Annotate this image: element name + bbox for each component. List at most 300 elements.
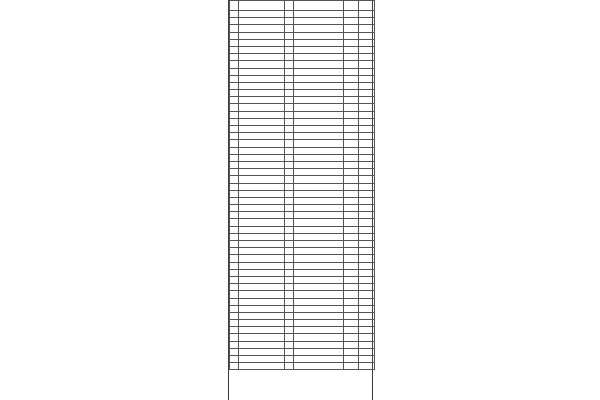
cell-no xyxy=(230,18,239,25)
cell-score1 xyxy=(344,82,359,89)
cell-score2 xyxy=(359,18,375,25)
cell-unit xyxy=(239,104,285,111)
cell-no xyxy=(230,126,239,133)
cell-code xyxy=(285,61,294,68)
cell-code xyxy=(285,11,294,18)
cell-unit xyxy=(239,291,285,298)
cell-unit xyxy=(239,219,285,226)
cell-code xyxy=(285,298,294,305)
cell-score1 xyxy=(344,341,359,348)
cell-no xyxy=(230,11,239,18)
cell-unit xyxy=(239,233,285,240)
cell-no xyxy=(230,61,239,68)
score-table xyxy=(229,0,375,370)
header-no xyxy=(230,1,239,11)
cell-no xyxy=(230,284,239,291)
cell-unit xyxy=(239,269,285,276)
cell-unit xyxy=(239,97,285,104)
cell-score2 xyxy=(359,341,375,348)
cell-score1 xyxy=(344,39,359,46)
cell-score1 xyxy=(344,61,359,68)
cell-code xyxy=(285,154,294,161)
cell-code xyxy=(285,25,294,32)
cell-position xyxy=(294,356,344,363)
cell-score1 xyxy=(344,18,359,25)
table-row xyxy=(230,356,375,363)
cell-position xyxy=(294,233,344,240)
cell-position xyxy=(294,61,344,68)
table-row xyxy=(230,154,375,161)
cell-position xyxy=(294,248,344,255)
cell-position xyxy=(294,197,344,204)
cell-unit xyxy=(239,363,285,370)
table-row xyxy=(230,255,375,262)
cell-code xyxy=(285,262,294,269)
cell-score1 xyxy=(344,197,359,204)
cell-code xyxy=(285,68,294,75)
cell-score2 xyxy=(359,46,375,53)
cell-position xyxy=(294,284,344,291)
cell-score1 xyxy=(344,190,359,197)
table-row xyxy=(230,190,375,197)
cell-position xyxy=(294,126,344,133)
cell-score2 xyxy=(359,363,375,370)
cell-score2 xyxy=(359,32,375,39)
cell-score2 xyxy=(359,305,375,312)
cell-score2 xyxy=(359,269,375,276)
table-row xyxy=(230,82,375,89)
cell-no xyxy=(230,233,239,240)
cell-unit xyxy=(239,190,285,197)
table-row xyxy=(230,334,375,341)
cell-code xyxy=(285,341,294,348)
cell-position xyxy=(294,18,344,25)
table-row xyxy=(230,126,375,133)
cell-score2 xyxy=(359,197,375,204)
cell-score2 xyxy=(359,241,375,248)
cell-code xyxy=(285,327,294,334)
cell-score2 xyxy=(359,118,375,125)
table-row xyxy=(230,118,375,125)
table-row xyxy=(230,18,375,25)
cell-score1 xyxy=(344,133,359,140)
header-code xyxy=(285,1,294,11)
cell-position xyxy=(294,334,344,341)
cell-score2 xyxy=(359,312,375,319)
cell-no xyxy=(230,241,239,248)
cell-position xyxy=(294,39,344,46)
cell-position xyxy=(294,305,344,312)
table-row xyxy=(230,197,375,204)
cell-position xyxy=(294,212,344,219)
cell-position xyxy=(294,363,344,370)
cell-no xyxy=(230,291,239,298)
table-row xyxy=(230,205,375,212)
cell-no xyxy=(230,161,239,168)
cell-score2 xyxy=(359,154,375,161)
cell-unit xyxy=(239,169,285,176)
cell-code xyxy=(285,197,294,204)
cell-no xyxy=(230,32,239,39)
cell-no xyxy=(230,111,239,118)
cell-code xyxy=(285,147,294,154)
cell-score2 xyxy=(359,104,375,111)
table-row xyxy=(230,219,375,226)
cell-code xyxy=(285,190,294,197)
cell-score1 xyxy=(344,312,359,319)
table-row xyxy=(230,262,375,269)
cell-unit xyxy=(239,356,285,363)
cell-no xyxy=(230,197,239,204)
cell-score2 xyxy=(359,147,375,154)
cell-score1 xyxy=(344,126,359,133)
table-row xyxy=(230,305,375,312)
cell-score2 xyxy=(359,356,375,363)
cell-position xyxy=(294,32,344,39)
cell-score2 xyxy=(359,226,375,233)
cell-unit xyxy=(239,262,285,269)
cell-position xyxy=(294,154,344,161)
cell-code xyxy=(285,276,294,283)
cell-position xyxy=(294,262,344,269)
table-row xyxy=(230,39,375,46)
cell-position xyxy=(294,269,344,276)
cell-score1 xyxy=(344,356,359,363)
cell-score1 xyxy=(344,320,359,327)
cell-position xyxy=(294,320,344,327)
cell-unit xyxy=(239,320,285,327)
table-row xyxy=(230,133,375,140)
cell-code xyxy=(285,269,294,276)
cell-position xyxy=(294,118,344,125)
cell-code xyxy=(285,161,294,168)
table-row xyxy=(230,298,375,305)
cell-code xyxy=(285,169,294,176)
cell-score1 xyxy=(344,262,359,269)
table-row xyxy=(230,248,375,255)
cell-unit xyxy=(239,126,285,133)
cell-unit xyxy=(239,147,285,154)
cell-unit xyxy=(239,341,285,348)
cell-code xyxy=(285,212,294,219)
cell-score2 xyxy=(359,54,375,61)
cell-position xyxy=(294,161,344,168)
cell-score2 xyxy=(359,176,375,183)
cell-score1 xyxy=(344,75,359,82)
table-row xyxy=(230,284,375,291)
cell-position xyxy=(294,46,344,53)
cell-score1 xyxy=(344,348,359,355)
cell-score1 xyxy=(344,334,359,341)
table-row xyxy=(230,111,375,118)
cell-score1 xyxy=(344,118,359,125)
cell-code xyxy=(285,54,294,61)
cell-no xyxy=(230,104,239,111)
cell-unit xyxy=(239,312,285,319)
cell-code xyxy=(285,291,294,298)
cell-position xyxy=(294,75,344,82)
cell-no xyxy=(230,169,239,176)
cell-unit xyxy=(239,348,285,355)
cell-score1 xyxy=(344,219,359,226)
cell-no xyxy=(230,133,239,140)
cell-no xyxy=(230,176,239,183)
cell-unit xyxy=(239,176,285,183)
cell-code xyxy=(285,219,294,226)
cell-score2 xyxy=(359,161,375,168)
cell-score2 xyxy=(359,75,375,82)
cell-position xyxy=(294,312,344,319)
cell-code xyxy=(285,118,294,125)
cell-score1 xyxy=(344,327,359,334)
cell-unit xyxy=(239,46,285,53)
header-position xyxy=(294,1,344,11)
cell-no xyxy=(230,118,239,125)
table-row xyxy=(230,46,375,53)
cell-no xyxy=(230,262,239,269)
cell-code xyxy=(285,241,294,248)
cell-no xyxy=(230,140,239,147)
cell-code xyxy=(285,233,294,240)
cell-unit xyxy=(239,276,285,283)
cell-unit xyxy=(239,161,285,168)
cell-score1 xyxy=(344,205,359,212)
cell-code xyxy=(285,356,294,363)
table-row xyxy=(230,90,375,97)
cell-position xyxy=(294,348,344,355)
table-row xyxy=(230,147,375,154)
cell-position xyxy=(294,147,344,154)
cell-no xyxy=(230,90,239,97)
table-row xyxy=(230,54,375,61)
cell-no xyxy=(230,54,239,61)
cell-no xyxy=(230,205,239,212)
cell-no xyxy=(230,356,239,363)
cell-score1 xyxy=(344,248,359,255)
cell-score1 xyxy=(344,169,359,176)
cell-score1 xyxy=(344,269,359,276)
table-body xyxy=(230,11,375,370)
cell-unit xyxy=(239,118,285,125)
cell-score1 xyxy=(344,212,359,219)
cell-no xyxy=(230,334,239,341)
cell-unit xyxy=(239,327,285,334)
cell-no xyxy=(230,46,239,53)
cell-score1 xyxy=(344,97,359,104)
cell-position xyxy=(294,219,344,226)
table-row xyxy=(230,241,375,248)
cell-score1 xyxy=(344,255,359,262)
cell-score1 xyxy=(344,154,359,161)
cell-unit xyxy=(239,18,285,25)
cell-position xyxy=(294,205,344,212)
cell-code xyxy=(285,312,294,319)
cell-score1 xyxy=(344,90,359,97)
cell-score2 xyxy=(359,212,375,219)
table-row xyxy=(230,11,375,18)
cell-score1 xyxy=(344,276,359,283)
table-row xyxy=(230,183,375,190)
cell-position xyxy=(294,68,344,75)
cell-no xyxy=(230,312,239,319)
table-row xyxy=(230,97,375,104)
cell-no xyxy=(230,327,239,334)
table-row xyxy=(230,341,375,348)
cell-no xyxy=(230,183,239,190)
cell-unit xyxy=(239,248,285,255)
cell-score2 xyxy=(359,219,375,226)
table-row xyxy=(230,61,375,68)
cell-score2 xyxy=(359,320,375,327)
cell-no xyxy=(230,363,239,370)
cell-position xyxy=(294,291,344,298)
cell-unit xyxy=(239,205,285,212)
table-row xyxy=(230,363,375,370)
cell-code xyxy=(285,176,294,183)
cell-position xyxy=(294,169,344,176)
cell-code xyxy=(285,205,294,212)
cell-score1 xyxy=(344,363,359,370)
cell-score2 xyxy=(359,348,375,355)
cell-unit xyxy=(239,305,285,312)
cell-position xyxy=(294,54,344,61)
cell-no xyxy=(230,147,239,154)
cell-position xyxy=(294,140,344,147)
table-row xyxy=(230,212,375,219)
cell-score1 xyxy=(344,298,359,305)
cell-score1 xyxy=(344,11,359,18)
cell-no xyxy=(230,219,239,226)
cell-unit xyxy=(239,226,285,233)
table-row xyxy=(230,320,375,327)
cell-score1 xyxy=(344,233,359,240)
cell-score1 xyxy=(344,111,359,118)
cell-unit xyxy=(239,154,285,161)
cell-unit xyxy=(239,133,285,140)
cell-score1 xyxy=(344,183,359,190)
cell-code xyxy=(285,334,294,341)
cell-position xyxy=(294,298,344,305)
cell-no xyxy=(230,341,239,348)
table-row xyxy=(230,348,375,355)
cell-no xyxy=(230,39,239,46)
cell-score1 xyxy=(344,176,359,183)
cell-unit xyxy=(239,197,285,204)
cell-unit xyxy=(239,334,285,341)
cell-score2 xyxy=(359,169,375,176)
cell-unit xyxy=(239,75,285,82)
cell-code xyxy=(285,320,294,327)
cell-no xyxy=(230,154,239,161)
cell-no xyxy=(230,212,239,219)
cell-code xyxy=(285,97,294,104)
cell-code xyxy=(285,255,294,262)
cell-code xyxy=(285,82,294,89)
cell-code xyxy=(285,183,294,190)
cell-score1 xyxy=(344,68,359,75)
cell-position xyxy=(294,90,344,97)
cell-no xyxy=(230,68,239,75)
cell-position xyxy=(294,190,344,197)
cell-code xyxy=(285,348,294,355)
cell-score1 xyxy=(344,147,359,154)
cell-score2 xyxy=(359,262,375,269)
cell-score2 xyxy=(359,183,375,190)
cell-unit xyxy=(239,140,285,147)
cell-code xyxy=(285,133,294,140)
cell-unit xyxy=(239,111,285,118)
cell-code xyxy=(285,32,294,39)
table-row xyxy=(230,233,375,240)
table-row xyxy=(230,291,375,298)
cell-position xyxy=(294,176,344,183)
cell-code xyxy=(285,126,294,133)
cell-code xyxy=(285,284,294,291)
cell-score1 xyxy=(344,291,359,298)
cell-code xyxy=(285,39,294,46)
cell-unit xyxy=(239,82,285,89)
cell-position xyxy=(294,255,344,262)
cell-unit xyxy=(239,241,285,248)
cell-no xyxy=(230,305,239,312)
cell-position xyxy=(294,97,344,104)
cell-score2 xyxy=(359,140,375,147)
score-table-sheet xyxy=(228,0,373,400)
cell-score1 xyxy=(344,284,359,291)
cell-score1 xyxy=(344,305,359,312)
table-row xyxy=(230,327,375,334)
cell-position xyxy=(294,25,344,32)
cell-position xyxy=(294,327,344,334)
table-row xyxy=(230,169,375,176)
table-row xyxy=(230,104,375,111)
table-row xyxy=(230,312,375,319)
cell-score2 xyxy=(359,327,375,334)
cell-unit xyxy=(239,90,285,97)
cell-score1 xyxy=(344,226,359,233)
cell-score2 xyxy=(359,39,375,46)
cell-position xyxy=(294,226,344,233)
cell-no xyxy=(230,269,239,276)
table-row xyxy=(230,226,375,233)
cell-score2 xyxy=(359,25,375,32)
cell-score2 xyxy=(359,276,375,283)
table-row xyxy=(230,176,375,183)
cell-code xyxy=(285,363,294,370)
table-row xyxy=(230,161,375,168)
cell-score2 xyxy=(359,190,375,197)
cell-unit xyxy=(239,68,285,75)
cell-position xyxy=(294,104,344,111)
cell-score1 xyxy=(344,161,359,168)
cell-no xyxy=(230,82,239,89)
table-row xyxy=(230,75,375,82)
table-row xyxy=(230,25,375,32)
cell-score1 xyxy=(344,32,359,39)
cell-no xyxy=(230,298,239,305)
cell-code xyxy=(285,248,294,255)
cell-no xyxy=(230,190,239,197)
cell-unit xyxy=(239,25,285,32)
cell-unit xyxy=(239,61,285,68)
header-score1 xyxy=(344,1,359,11)
cell-code xyxy=(285,226,294,233)
cell-unit xyxy=(239,11,285,18)
cell-score2 xyxy=(359,205,375,212)
table-row xyxy=(230,32,375,39)
cell-score2 xyxy=(359,334,375,341)
cell-no xyxy=(230,255,239,262)
